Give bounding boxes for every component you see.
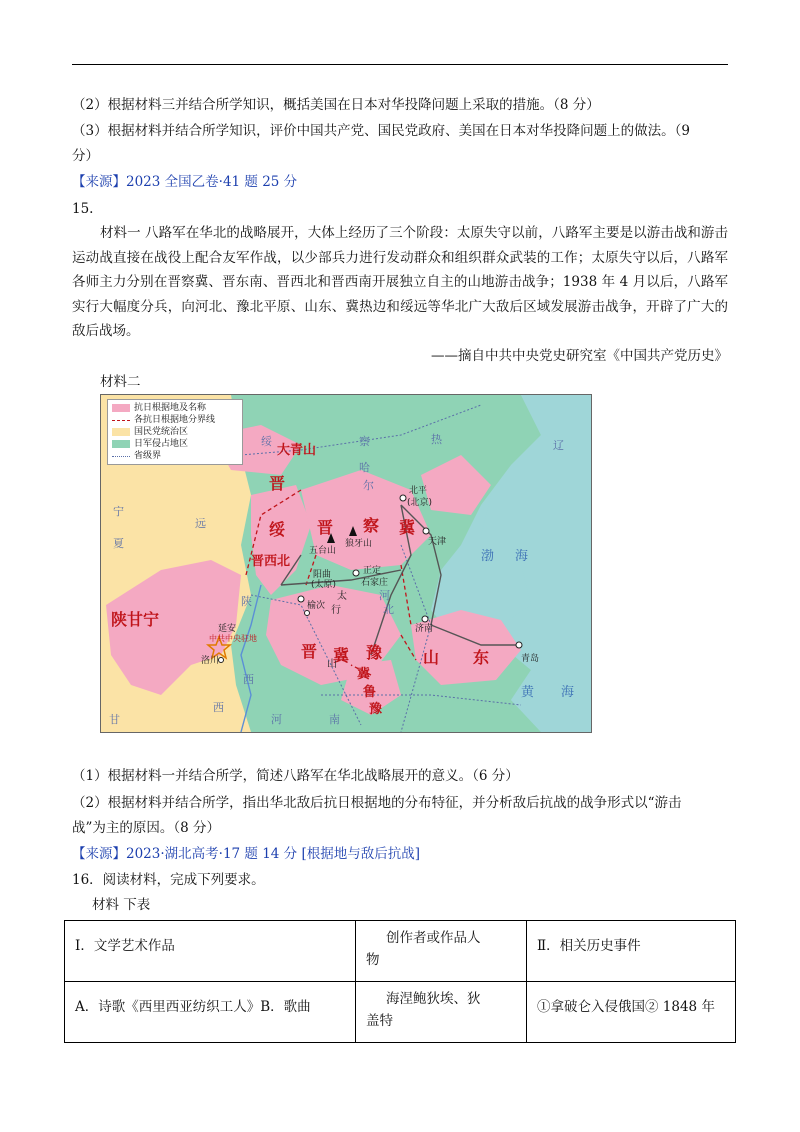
header-creators-line2: 物 [366, 952, 380, 968]
material-2-label: 材料二 [100, 374, 141, 390]
base-label-jin-3: 晋 [301, 642, 318, 661]
prov-xi-1: 西 [243, 673, 254, 686]
header-creators [356, 921, 527, 982]
base-label-yu-2: 豫 [369, 702, 383, 717]
works-events-table [64, 920, 736, 1043]
city-luochuan: 洛川 [201, 656, 220, 666]
city-zhengding: 正定 [363, 566, 382, 576]
material-table-label: 材料 下表 [92, 897, 151, 913]
row1-creators-line2: 盖特 [366, 1013, 393, 1029]
prov-liao: 辽 [553, 439, 564, 452]
mountain-taihang-2: 行 [331, 605, 341, 616]
city-shijiazhuang: 石家庄 [361, 578, 389, 588]
base-label-dong: 东 [473, 648, 490, 667]
prov-gan: 甘 [109, 713, 120, 726]
row1-events: ①拿破仑入侵俄国② 1848 年 [527, 982, 736, 1043]
map-legend [107, 399, 243, 465]
city-taiyuan-note: (太原) [311, 580, 337, 590]
prov-yuan: 远 [195, 517, 206, 530]
legend-base: 抗日根据地及名称 [112, 402, 238, 414]
base-label-sui: 绥 [269, 520, 286, 539]
prov-bei: 北 [383, 603, 394, 616]
question-3-line2: 分） [72, 148, 99, 164]
base-label-ji-3: 冀 [357, 667, 371, 682]
sea-huang-1: 黄 [521, 685, 535, 700]
base-label-lu: 鲁 [363, 685, 377, 700]
table-row [65, 982, 736, 1043]
question-15-2-line2: 战”为主的原因。（8 分） [72, 820, 221, 836]
header-creators-line1: 创作者或作品人 [386, 930, 481, 946]
question-2: （2）根据材料三并结合所学知识，概括美国在日本对华投降问题上采取的措施。（8 分） [72, 97, 600, 113]
city-beiping: 北平 [409, 486, 428, 496]
mountain-langyashan: 狼牙山 [345, 539, 373, 549]
table-header-row [65, 921, 736, 982]
row1-works: A．诗歌《西里西亚纺织工人》B．歌曲 [65, 982, 356, 1043]
question-15-number: 15. [72, 201, 94, 217]
question-16-intro: 16．阅读材料，完成下列要求。 [72, 872, 265, 888]
base-label-cha: 察 [363, 516, 380, 535]
header-events: Ⅱ．相关历史事件 [527, 921, 736, 982]
city-tianjin: 天津 [428, 537, 447, 547]
question-15-1: （1）根据材料一并结合所学，简述八路军在华北战略展开的意义。（6 分） [72, 768, 519, 784]
city-qingdao: 青岛 [521, 654, 540, 664]
prov-sui: 绥 [261, 435, 272, 448]
city-cpc-hq: 中共中央驻地 [209, 634, 257, 643]
mountain-wutaishan: 五台山 [309, 546, 337, 556]
sea-bo-1: 渤 [481, 549, 495, 564]
base-label-jin-2: 晋 [317, 518, 334, 537]
city-jinan: 济南 [415, 624, 434, 634]
base-label-jinxibei: 晋西北 [251, 554, 291, 569]
base-label-shaanganning: 陕甘宁 [111, 610, 160, 629]
base-label-shan: 山 [423, 648, 440, 667]
material-1-citation: ——摘自中共中央党史研究室《中国共产党历史》 [431, 348, 728, 364]
mountain-taihang-3: 山 [327, 659, 337, 670]
city-yangqu: 阳曲 [313, 570, 332, 580]
legend-occupied: 日军侵占地区 [112, 438, 238, 450]
prov-shan: 陕 [241, 595, 252, 608]
base-label-daqingshan: 大青山 [277, 443, 317, 458]
base-label-jin-1: 晋 [269, 474, 286, 493]
prov-nan: 南 [329, 713, 340, 726]
mountain-taihang-1: 太 [337, 591, 347, 602]
prov-he-2: 河 [271, 713, 282, 726]
prov-xia: 夏 [113, 537, 124, 550]
sea-huang-2: 海 [561, 685, 575, 700]
legend-province-line: 省级界 [112, 450, 238, 462]
question-15-2-line1: （2）根据材料并结合所学，指出华北敌后抗日根据地的分布特征，并分析敌后抗战的战争形式以“游击 [72, 795, 682, 811]
legend-boundary: 各抗日根据地分界线 [112, 414, 238, 426]
header-rule [72, 64, 728, 65]
city-yanan: 延安 [218, 624, 237, 634]
row1-creators-line1: 海涅鲍狄埃、狄 [386, 991, 481, 1007]
city-yuci: 榆次 [307, 601, 326, 611]
base-label-ji-1: 冀 [399, 518, 416, 537]
question-3-line1: （3）根据材料并结合所学知识，评价中国共产党、国民党政府、美国在日本对华投降问题上的做法。（9 [72, 123, 690, 139]
prov-xi-2: 西 [213, 701, 224, 714]
legend-kmt: 国民党统治区 [112, 426, 238, 438]
prov-ning: 宁 [113, 505, 124, 518]
north-china-base-map [100, 394, 592, 733]
base-label-ji-2: 冀 [333, 646, 350, 665]
prov-ha: 哈 [359, 461, 370, 474]
prov-he-1: 河 [379, 589, 390, 602]
header-works: Ⅰ．文学艺术作品 [65, 921, 356, 982]
source-15: 【来源】2023·湖北高考·17 题 14 分 [根据地与敌后抗战] [72, 846, 420, 862]
prov-er: 尔 [363, 479, 374, 492]
base-label-yu-1: 豫 [366, 643, 383, 662]
prov-re: 热 [431, 433, 442, 446]
prov-cha: 察 [359, 435, 370, 448]
row1-creators [356, 982, 527, 1043]
city-beijing-note: (北京) [407, 498, 433, 508]
source-14: 【来源】2023 全国乙卷·41 题 25 分 [72, 174, 298, 190]
sea-bo-2: 海 [515, 549, 529, 564]
material-1-paragraph: 材料一 八路军在华北的战略展开，大体上经历了三个阶段：太原失守以前，八路军主要是以游击战和游击运动战直接在战役上配合友军作战，以少部兵力进行发动群众和组织群众武装的工作；太原失守以后，八路军各师主力分别在晋察冀、晋东南、晋西北和晋西南开展独立自主的山地游击战争；1938 年 4 月以后，八路军实行大幅度分兵，向河北、豫北平原、山东、冀热边和绥远等华北广大敌后区域发展游击战争，开辟了广大的敌后战场。 [72, 225, 728, 339]
